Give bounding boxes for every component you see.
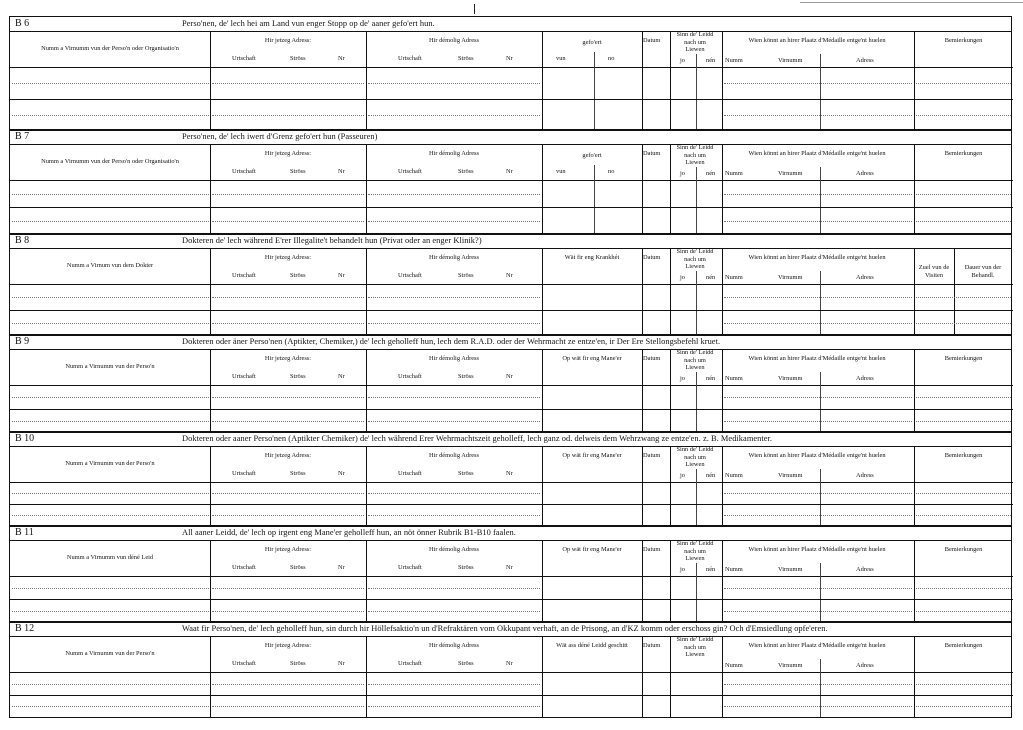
entry-dotted-line (12, 221, 209, 222)
entry-dotted-line (12, 706, 209, 707)
remarks-header: Bemierkungen (944, 150, 983, 157)
entry-row-divider (10, 207, 1013, 208)
nr-label: Nr (506, 564, 513, 571)
datum-header: Datum (643, 355, 661, 362)
header-bottom-line (10, 284, 1013, 285)
entry-dotted-line (916, 194, 1011, 195)
entry-dotted-line (916, 323, 1011, 324)
entry-dotted-line (916, 588, 1011, 589)
entry-dotted-line (212, 493, 364, 494)
section-code: B 9 (15, 336, 30, 347)
entry-dotted-line (12, 588, 209, 589)
nr-label: Nr (338, 564, 345, 571)
column-divider (670, 248, 671, 335)
nr-label: Nr (338, 168, 345, 175)
entry-row-divider (10, 310, 1013, 311)
entry-dotted-line (724, 588, 912, 589)
entry-dotted-line (212, 421, 364, 422)
stross-label: Ströss (290, 373, 306, 380)
datum-header: Datum (643, 452, 661, 459)
current-address-header: Hir jetzeg Adress: (264, 355, 312, 362)
section-code: B 7 (15, 131, 30, 142)
from-to-divider (594, 165, 595, 234)
entry-dotted-line (368, 323, 540, 324)
yes-no-divider (696, 271, 697, 335)
header-bottom-line (10, 672, 1013, 673)
entry-row-divider (10, 599, 1013, 600)
medal-recipient-header: Wien könnt an hirer Plaatz d'Médaille entge'nt huelen (748, 642, 886, 649)
yes-no-divider (696, 167, 697, 234)
no-label: nén (706, 375, 716, 382)
column-divider (542, 636, 543, 717)
adress-label: Adress (856, 375, 874, 382)
column-3-header: Wät ass déné Leidd geschitt (556, 642, 628, 649)
entry-dotted-line (12, 515, 209, 516)
yes-label: jo (680, 57, 685, 64)
entry-dotted-line (368, 588, 540, 589)
entry-dotted-line (368, 221, 540, 222)
from-to-divider (594, 52, 595, 130)
column-divider (722, 349, 723, 432)
name-column-header: Numm a Virnumm vun der Perso'n oder Organisatio'n (41, 158, 179, 165)
entry-dotted-line (724, 83, 912, 84)
column-divider (914, 248, 915, 335)
column-divider (722, 248, 723, 335)
entry-dotted-line (12, 611, 209, 612)
current-address-header: Hir jetzeg Adress: (264, 452, 312, 459)
header-bottom-line (10, 67, 1013, 68)
form-section-b7 (9, 129, 1012, 235)
entry-dotted-line (368, 515, 540, 516)
entry-dotted-line (916, 115, 1011, 116)
entry-dotted-line (724, 706, 912, 707)
yes-label: jo (680, 274, 685, 281)
column-divider (642, 31, 643, 130)
alive-header: Sinn de' Leidd nach um Liewen (676, 248, 714, 270)
entry-dotted-line (212, 706, 364, 707)
former-address-header: Hir démolig Adress (428, 642, 480, 649)
column-divider (670, 144, 671, 234)
name-column-header: Numm a Virnumm vun der Perso'n (65, 650, 155, 657)
column-divider (722, 446, 723, 526)
former-address-header: Hir démolig Adress (428, 254, 480, 261)
section-title: Perso'nen, de' lech iwert d'Grenz gefo'ert hun (Passeuren) (182, 132, 378, 141)
to-label: no (608, 168, 615, 175)
entry-dotted-line (12, 323, 209, 324)
numm-label: Numm (725, 170, 743, 177)
section-code: B 11 (15, 527, 34, 538)
stross-label: Ströss (458, 373, 474, 380)
adress-label: Adress (856, 57, 874, 64)
entry-dotted-line (12, 297, 209, 298)
column-divider (722, 144, 723, 234)
medal-recipient-header: Wien könnt an hirer Plaatz d'Médaille entge'nt huelen (748, 254, 886, 261)
column-divider (670, 446, 671, 526)
entry-dotted-line (724, 397, 912, 398)
entry-dotted-line (368, 297, 540, 298)
stross-label: Ströss (458, 660, 474, 667)
urtschaft-label: Urtschaft (232, 373, 256, 380)
entry-dotted-line (368, 611, 540, 612)
no-label: nén (706, 566, 716, 573)
name-column-header: Numm a Virnumm vun déné Leid (66, 554, 154, 561)
section-code: B 8 (15, 235, 30, 246)
nr-label: Nr (338, 373, 345, 380)
column-divider (914, 31, 915, 130)
name-column-header: Numm a Virnumm vun der Perso'n (65, 363, 155, 370)
former-address-header: Hir démolig Adress (428, 546, 480, 553)
top-edge-line (800, 2, 1023, 3)
alive-header: Sinn de' Leidd nach um Liewen (676, 540, 714, 562)
entry-dotted-line (212, 588, 364, 589)
entry-dotted-line (212, 83, 364, 84)
nr-label: Nr (506, 373, 513, 380)
column-divider (954, 248, 955, 335)
medal-subdivider (820, 167, 821, 234)
column-divider (366, 144, 367, 234)
entry-dotted-line (212, 297, 364, 298)
adress-label: Adress (856, 662, 874, 669)
virnumm-label: Virnumm (778, 274, 803, 281)
urtschaft-label: Urtschaft (398, 373, 422, 380)
medal-recipient-header: Wien könnt an hirer Plaatz d'Médaille entge'nt huelen (748, 355, 886, 362)
column-divider (722, 540, 723, 622)
name-column-header: Numm a Virnumm vun der Perso'n (65, 460, 155, 467)
column-divider (542, 446, 543, 526)
column-divider (542, 349, 543, 432)
form-section-b8 (9, 233, 1012, 336)
column-divider (670, 31, 671, 130)
name-column-header: Numm a Virnum vun dem Dokter (66, 262, 154, 269)
section-header-bar (10, 526, 1011, 541)
adress-label: Adress (856, 566, 874, 573)
section-header-bar (10, 130, 1011, 145)
visits-count-header: Zuel vun de Visiten (918, 264, 950, 279)
yes-no-divider (696, 372, 697, 432)
adress-label: Adress (856, 170, 874, 177)
alive-header: Sinn de' Leidd nach um Liewen (676, 31, 714, 53)
section-header-bar (10, 17, 1011, 32)
medal-subdivider (820, 659, 821, 717)
stross-label: Ströss (290, 55, 306, 62)
column-divider (722, 31, 723, 130)
current-address-header: Hir jetzeg Adress: (264, 254, 312, 261)
column-divider (670, 349, 671, 432)
urtschaft-label: Urtschaft (232, 272, 256, 279)
transport-header: gefo'ert (582, 152, 602, 159)
entry-dotted-line (212, 221, 364, 222)
remarks-header: Bemierkungen (944, 546, 983, 553)
form-section-b6 (9, 16, 1012, 131)
entry-row-divider (10, 409, 1013, 410)
no-label: nén (706, 170, 716, 177)
nr-label: Nr (506, 55, 513, 62)
entry-dotted-line (368, 115, 540, 116)
nr-label: Nr (338, 660, 345, 667)
entry-dotted-line (212, 684, 364, 685)
entry-dotted-line (12, 421, 209, 422)
entry-dotted-line (916, 684, 1011, 685)
entry-dotted-line (212, 115, 364, 116)
numm-label: Numm (725, 274, 743, 281)
section-header-bar (10, 432, 1011, 447)
to-label: no (608, 55, 615, 62)
urtschaft-label: Urtschaft (232, 564, 256, 571)
transport-header: gefo'ert (582, 39, 602, 46)
stross-label: Ströss (290, 168, 306, 175)
current-address-header: Hir jetzeg Adress: (264, 642, 312, 649)
virnumm-label: Virnumm (778, 566, 803, 573)
medal-subdivider (820, 54, 821, 130)
former-address-header: Hir démolig Adress (428, 37, 480, 44)
yes-no-divider (696, 563, 697, 622)
from-label: vun (556, 55, 566, 62)
column-divider (366, 31, 367, 130)
column-3-header: Op wät fir eng Mane'er (562, 452, 622, 459)
stross-label: Ströss (458, 272, 474, 279)
urtschaft-label: Urtschaft (398, 168, 422, 175)
name-column-header: Numm a Virnumm vun der Perso'n oder Organisatio'n (41, 45, 179, 52)
nr-label: Nr (506, 168, 513, 175)
nr-label: Nr (338, 55, 345, 62)
current-address-header: Hir jetzeg Adress: (264, 546, 312, 553)
stross-label: Ströss (458, 564, 474, 571)
column-3-header: Op wät fir eng Mane'er (562, 355, 622, 362)
datum-header: Datum (643, 546, 661, 553)
entry-dotted-line (724, 684, 912, 685)
medal-subdivider (820, 469, 821, 526)
entry-row-divider (10, 695, 1013, 696)
entry-dotted-line (724, 221, 912, 222)
numm-label: Numm (725, 375, 743, 382)
no-label: nén (706, 472, 716, 479)
section-code: B 6 (15, 18, 30, 29)
header-bottom-line (10, 482, 1013, 483)
urtschaft-label: Urtschaft (398, 660, 422, 667)
section-title: Dokteren oder äner Perso'nen (Aptikter, Chemiker,) de' lech geholleff hun, lech dem R.A.D. oder der Wehrmacht ze entze'en, ir Der Ere Stellongsbefehl kruet. (182, 337, 721, 346)
yes-label: jo (680, 566, 685, 573)
treatment-duration-header: Dauer vun der Behandl. (964, 264, 1002, 279)
entry-dotted-line (12, 493, 209, 494)
medal-subdivider (820, 271, 821, 335)
section-title: Dokteren oder aaner Perso'nen (Aptikter Chemiker) de' lech während Erer Wehrmachtszeit geholleff, lech ganz od. delweis dem Wehrzwang ze entze'en. z. B. Medikamenter. (182, 434, 773, 443)
no-label: nén (706, 57, 716, 64)
from-label: vun (556, 168, 566, 175)
top-tick-mark (474, 4, 475, 14)
medal-recipient-header: Wien könnt an hirer Plaatz d'Médaille entge'nt huelen (748, 37, 886, 44)
urtschaft-label: Urtschaft (232, 168, 256, 175)
entry-dotted-line (916, 397, 1011, 398)
virnumm-label: Virnumm (778, 662, 803, 669)
entry-dotted-line (12, 684, 209, 685)
entry-dotted-line (916, 706, 1011, 707)
entry-dotted-line (916, 515, 1011, 516)
urtschaft-label: Urtschaft (398, 564, 422, 571)
yes-label: jo (680, 472, 685, 479)
form-section-b11 (9, 525, 1012, 623)
alive-header: Sinn de' Leidd nach um Liewen (676, 636, 714, 658)
yes-label: jo (680, 375, 685, 382)
entry-dotted-line (212, 323, 364, 324)
entry-dotted-line (916, 421, 1011, 422)
section-title: Perso'nen, de' lech hei am Land vun enger Stopp op de' aaner gefo'ert hun. (182, 19, 435, 28)
stross-label: Ströss (458, 168, 474, 175)
numm-label: Numm (725, 57, 743, 64)
former-address-header: Hir démolig Adress (428, 355, 480, 362)
stross-label: Ströss (290, 564, 306, 571)
datum-header: Datum (643, 642, 661, 649)
column-divider (542, 248, 543, 335)
remarks-header: Bemierkungen (944, 452, 983, 459)
entry-dotted-line (12, 397, 209, 398)
column-divider (210, 144, 211, 234)
current-address-header: Hir jetzeg Adress: (264, 150, 312, 157)
remarks-header: Bemierkungen (944, 37, 983, 44)
entry-dotted-line (212, 397, 364, 398)
section-title: All aaner Leidd, de' lech op irgent eng Mane'er geholleff hun, an nöt önner Rubrik B1-B10 faalen. (182, 528, 516, 537)
current-address-header: Hir jetzeg Adress: (264, 37, 312, 44)
virnumm-label: Virnumm (778, 170, 803, 177)
column-3-header: Wät fir eng Krankhét (564, 254, 620, 261)
entry-dotted-line (916, 221, 1011, 222)
entry-dotted-line (916, 83, 1011, 84)
entry-dotted-line (916, 493, 1011, 494)
medal-subdivider (820, 372, 821, 432)
entry-dotted-line (368, 684, 540, 685)
virnumm-label: Virnumm (778, 57, 803, 64)
nr-label: Nr (506, 660, 513, 667)
stross-label: Ströss (290, 660, 306, 667)
column-divider (210, 31, 211, 130)
former-address-header: Hir démolig Adress (428, 452, 480, 459)
column-divider (542, 540, 543, 622)
remarks-header: Bemierkungen (944, 355, 983, 362)
adress-label: Adress (856, 472, 874, 479)
medal-recipient-header: Wien könnt an hirer Plaatz d'Médaille entge'nt huelen (748, 452, 886, 459)
entry-dotted-line (368, 397, 540, 398)
entry-dotted-line (212, 611, 364, 612)
medal-recipient-header: Wien könnt an hirer Plaatz d'Médaille entge'nt huelen (748, 150, 886, 157)
numm-label: Numm (725, 662, 743, 669)
datum-header: Datum (643, 254, 661, 261)
alive-header: Sinn de' Leidd nach um Liewen (676, 446, 714, 468)
medal-subdivider (820, 563, 821, 622)
nr-label: Nr (506, 470, 513, 477)
entry-dotted-line (916, 611, 1011, 612)
entry-dotted-line (724, 115, 912, 116)
form-section-b10 (9, 431, 1012, 527)
yes-label: jo (680, 170, 685, 177)
stross-label: Ströss (458, 55, 474, 62)
form-section-b12 (9, 621, 1012, 718)
virnumm-label: Virnumm (778, 472, 803, 479)
remarks-header: Bemierkungen (944, 642, 983, 649)
entry-dotted-line (12, 194, 209, 195)
numm-label: Numm (725, 566, 743, 573)
entry-dotted-line (724, 194, 912, 195)
entry-dotted-line (212, 515, 364, 516)
yes-no-divider (696, 469, 697, 526)
urtschaft-label: Urtschaft (398, 272, 422, 279)
column-divider (670, 636, 671, 717)
adress-label: Adress (856, 274, 874, 281)
header-bottom-line (10, 385, 1013, 386)
column-divider (722, 636, 723, 717)
stross-label: Ströss (458, 470, 474, 477)
column-divider (670, 540, 671, 622)
nr-label: Nr (506, 272, 513, 279)
entry-dotted-line (12, 83, 209, 84)
urtschaft-label: Urtschaft (398, 55, 422, 62)
medal-recipient-header: Wien könnt an hirer Plaatz d'Médaille entge'nt huelen (748, 546, 886, 553)
entry-dotted-line (368, 83, 540, 84)
urtschaft-label: Urtschaft (232, 470, 256, 477)
entry-row-divider (10, 504, 1013, 505)
numm-label: Numm (725, 472, 743, 479)
section-title: Waat fir Perso'nen, de' lech geholleff hun, sin durch hir Höllefsaktio'n un d'Refraktären vom Okkupant verhaft, an de Prisong, an d'KZ komm oder erschoss gin? Och d'Emsiedlung opfe'eren. (182, 624, 828, 633)
yes-no-divider (696, 54, 697, 130)
header-bottom-line (10, 180, 1013, 181)
datum-header: Datum (643, 150, 661, 157)
form-section-b9 (9, 334, 1012, 433)
entry-dotted-line (368, 421, 540, 422)
entry-dotted-line (368, 706, 540, 707)
section-title: Dokteren de' lech während E'rer Illegalite't behandelt hun (Privat oder an enger Klinik?) (182, 236, 482, 245)
section-header-bar (10, 622, 1011, 637)
urtschaft-label: Urtschaft (232, 55, 256, 62)
former-address-header: Hir démolig Adress (428, 150, 480, 157)
entry-dotted-line (724, 421, 912, 422)
entry-row-divider (10, 99, 1013, 100)
alive-header: Sinn de' Leidd nach um Liewen (676, 144, 714, 166)
nr-label: Nr (338, 470, 345, 477)
column-3-header: Op wät fir eng Mane'er (562, 546, 622, 553)
entry-dotted-line (916, 297, 1011, 298)
section-code: B 10 (15, 433, 35, 444)
entry-dotted-line (212, 194, 364, 195)
virnumm-label: Virnumm (778, 375, 803, 382)
entry-dotted-line (724, 493, 912, 494)
no-label: nén (706, 274, 716, 281)
column-divider (914, 144, 915, 234)
entry-dotted-line (368, 493, 540, 494)
section-header-bar (10, 234, 1011, 249)
alive-header: Sinn de' Leidd nach um Liewen (676, 349, 714, 371)
entry-dotted-line (724, 611, 912, 612)
header-bottom-line (10, 576, 1013, 577)
stross-label: Ströss (290, 272, 306, 279)
entry-dotted-line (724, 297, 912, 298)
nr-label: Nr (338, 272, 345, 279)
entry-dotted-line (368, 194, 540, 195)
entry-dotted-line (12, 115, 209, 116)
column-divider (642, 144, 643, 234)
section-code: B 12 (15, 623, 35, 634)
urtschaft-label: Urtschaft (398, 470, 422, 477)
entry-dotted-line (724, 515, 912, 516)
urtschaft-label: Urtschaft (232, 660, 256, 667)
entry-dotted-line (724, 323, 912, 324)
datum-header: Datum (643, 37, 661, 44)
section-header-bar (10, 335, 1011, 350)
stross-label: Ströss (290, 470, 306, 477)
